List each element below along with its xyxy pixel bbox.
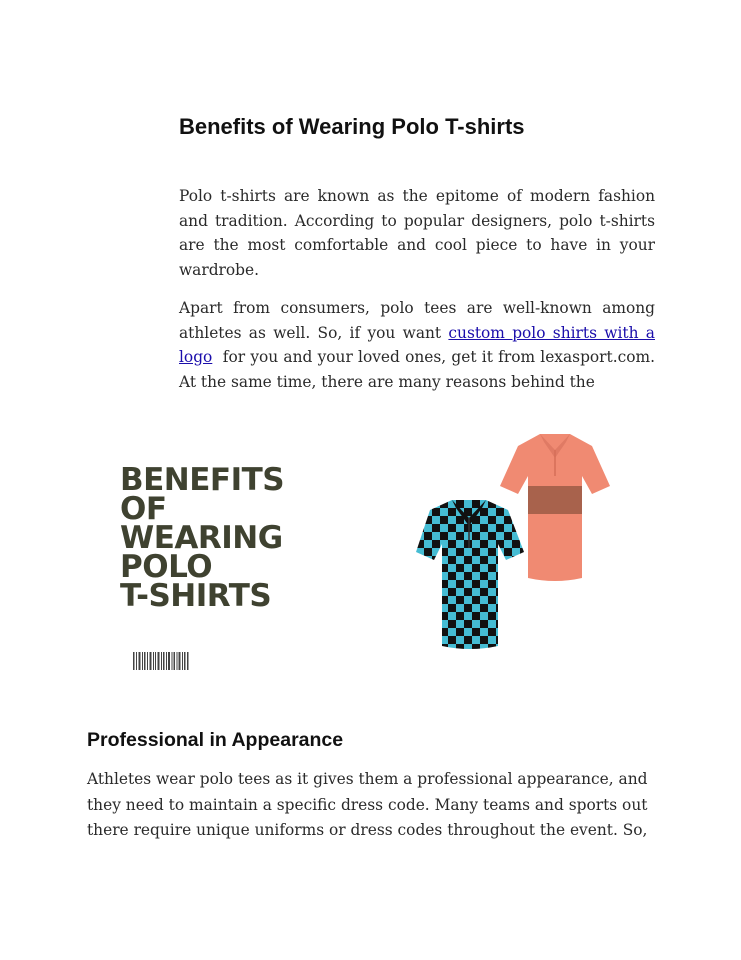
checkered-polo-shirt-image — [416, 500, 524, 649]
coral-polo-shirt-image — [500, 434, 610, 581]
banner-title-line: WEARING — [120, 520, 283, 556]
barcode-icon — [133, 652, 189, 670]
section-body-line: Athletes wear polo tees as it gives them a professional appearance, and — [87, 770, 648, 788]
banner-title-line: POLO — [120, 549, 213, 585]
second-paragraph-continuation: for you and your loved ones, get it from lexasport.com. At the same time, there are many reasons behind the — [179, 348, 660, 391]
banner-title — [120, 462, 340, 614]
article-title: Benefits of Wearing Polo T-shirts — [179, 114, 525, 139]
banner-title-line: T-SHIRTS — [120, 578, 272, 614]
custom-polo-shirts-link[interactable]: custom polo shirts with a logo — [179, 323, 655, 366]
banner-title-line: OF — [120, 491, 167, 527]
section-body — [87, 767, 662, 844]
polo-benefits-banner — [100, 420, 640, 690]
intro-text-block — [179, 184, 660, 391]
section-heading: Professional in Appearance — [87, 729, 344, 751]
second-paragraph-text: Apart from consumers, polo tees are well-known among athletes as well. So, if you want — [179, 299, 655, 342]
second-paragraph — [179, 296, 660, 394]
section-body-line: they need to maintain a specific dress code. Many teams and sports out — [87, 795, 648, 814]
intro-paragraph: Polo t-shirts are known as the epitome of modern fashion and tradition. According to popular designers, polo t-shirts are the most comfortable and cool piece to have in your wardrobe. — [179, 187, 655, 279]
section-body-line: there require unique uniforms or dress codes throughout the event. So, — [87, 821, 648, 839]
polo-shirts-illustration — [400, 428, 620, 653]
banner-title-line: BENEFITS — [120, 462, 285, 498]
